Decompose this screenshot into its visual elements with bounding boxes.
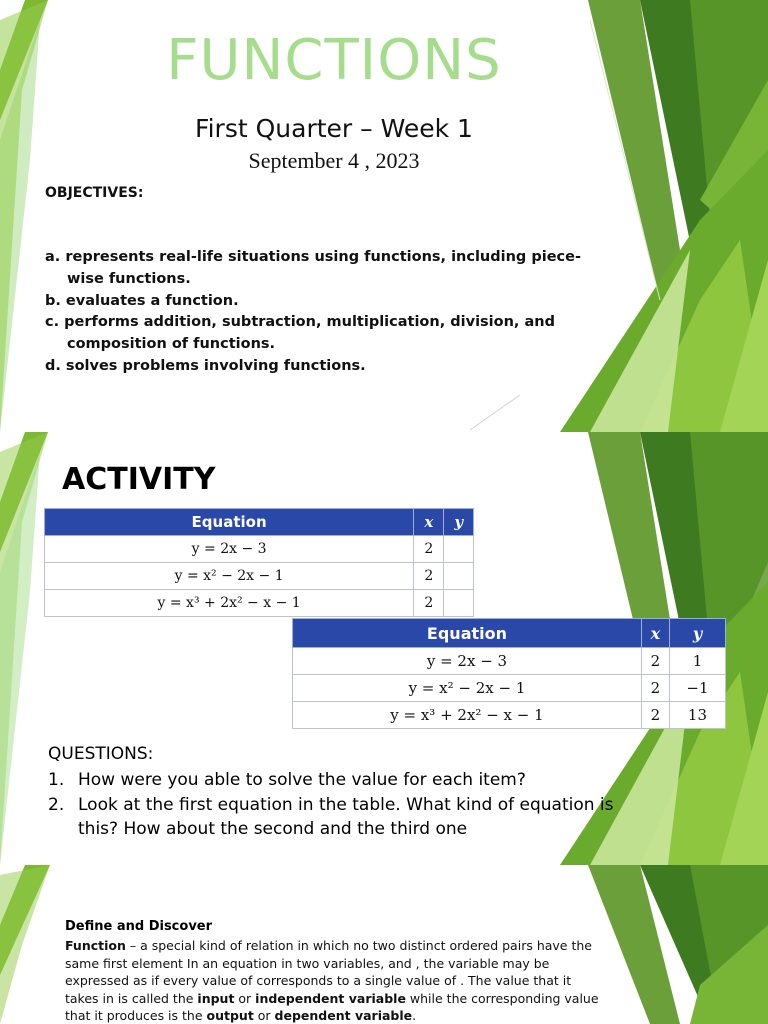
column-header-equation: Equation bbox=[293, 619, 642, 648]
question-text: How were you able to solve the value for each item? bbox=[78, 770, 526, 790]
activity-table-blank bbox=[44, 508, 474, 617]
slide-functions-title bbox=[0, 0, 768, 432]
subtitle: First Quarter – Week 1 bbox=[195, 114, 473, 143]
question-number: 1. bbox=[48, 770, 65, 790]
connector-text: or bbox=[234, 990, 256, 1006]
x-cell: 2 bbox=[641, 648, 669, 675]
equation-cell: y = x³ + 2x² − x − 1 bbox=[45, 590, 414, 617]
x-cell: 2 bbox=[414, 536, 444, 563]
objective-item: b. evaluates a function. bbox=[45, 292, 239, 309]
objectives-list bbox=[45, 247, 605, 378]
period-text: . bbox=[412, 1008, 417, 1023]
objectives-heading: OBJECTIVES: bbox=[45, 185, 144, 201]
connector-text: or bbox=[253, 1008, 275, 1023]
equation-cell: y = 2x − 3 bbox=[293, 648, 642, 675]
x-cell: 2 bbox=[641, 702, 669, 729]
equation-cell: y = x² − 2x − 1 bbox=[45, 563, 414, 590]
section-heading: Define and Discover bbox=[65, 919, 213, 934]
column-header-y: y bbox=[669, 619, 725, 648]
question-item bbox=[48, 768, 648, 793]
objective-item: c. performs addition, subtraction, multiplication, division, and composition of functions. bbox=[45, 314, 555, 353]
y-cell: 1 bbox=[669, 648, 725, 675]
definition-paragraph bbox=[65, 937, 605, 1024]
column-header-x: x bbox=[414, 509, 444, 536]
question-text: Look at the first equation in the table. What kind of equation is this? How about the second and the third one bbox=[78, 794, 614, 839]
table-row bbox=[45, 563, 474, 590]
objective-item: d. solves problems involving functions. bbox=[45, 357, 366, 374]
y-cell: −1 bbox=[669, 675, 725, 702]
y-cell: 13 bbox=[669, 702, 725, 729]
page-title: FUNCTIONS bbox=[166, 28, 502, 93]
question-item bbox=[48, 793, 648, 842]
equation-cell: y = x² − 2x − 1 bbox=[293, 675, 642, 702]
objective-item: a. represents real-life situations using functions, including piece-wise functions. bbox=[45, 249, 581, 287]
term-input: input bbox=[197, 990, 235, 1006]
table-row bbox=[293, 648, 726, 675]
questions-list bbox=[48, 768, 648, 842]
column-header-y: y bbox=[444, 509, 474, 536]
equation-cell: y = x³ + 2x² − x − 1 bbox=[293, 702, 642, 729]
activity-table-answers bbox=[292, 618, 726, 729]
questions-heading: QUESTIONS: bbox=[48, 744, 154, 764]
question-number: 2. bbox=[48, 794, 65, 815]
table-row bbox=[45, 536, 474, 563]
date: September 4 , 2023 bbox=[248, 148, 420, 173]
slide-activity bbox=[0, 432, 768, 865]
term-independent-variable: independent variable bbox=[255, 990, 406, 1006]
x-cell: 2 bbox=[414, 563, 444, 590]
definition-text: – a special kind of relation in which no two distinct ordered pairs have the same first element In an equation in two variables, and , the variable may be expressed as if every value of corresponds to a single value of . The value that it takes in is called the bbox=[65, 938, 592, 1006]
y-cell bbox=[444, 590, 474, 617]
x-cell: 2 bbox=[414, 590, 444, 617]
term-dependent-variable: dependent variable bbox=[274, 1008, 413, 1023]
column-header-equation: Equation bbox=[45, 509, 414, 536]
x-cell: 2 bbox=[641, 675, 669, 702]
table-row bbox=[293, 702, 726, 729]
term-function: Function bbox=[65, 938, 126, 953]
definition-text: while the corresponding value that it produces is the bbox=[65, 990, 599, 1023]
y-cell bbox=[444, 563, 474, 590]
equation-cell: y = 2x − 3 bbox=[45, 536, 414, 563]
slide-define-and-discover bbox=[0, 865, 768, 1024]
column-header-x: x bbox=[641, 619, 669, 648]
term-output: output bbox=[206, 1008, 254, 1023]
table-row bbox=[293, 675, 726, 702]
table-row bbox=[45, 590, 474, 617]
activity-heading: ACTIVITY bbox=[62, 462, 216, 497]
y-cell bbox=[444, 536, 474, 563]
